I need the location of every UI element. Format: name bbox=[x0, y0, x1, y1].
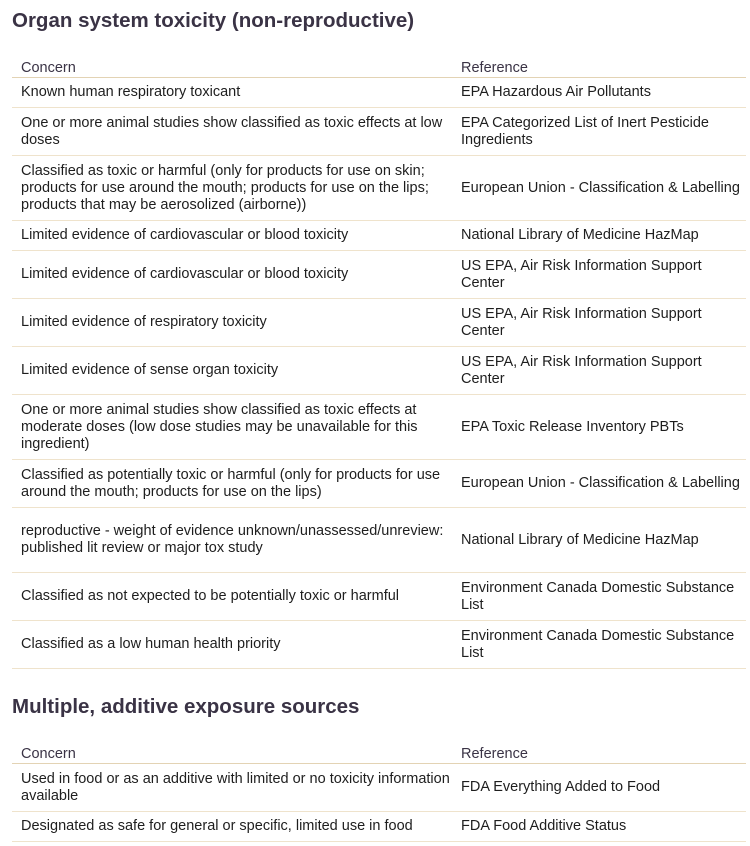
column-header-reference: Reference bbox=[452, 59, 746, 78]
reference-cell: EPA Hazardous Air Pollutants bbox=[452, 78, 746, 108]
table-row bbox=[12, 108, 746, 156]
table-row bbox=[12, 395, 746, 460]
concern-cell: reproductive - weight of evidence unknown/unassessed/unreview: published lit review or major tox study bbox=[12, 508, 452, 573]
reference-cell: US EPA, Air Risk Information Support Center bbox=[452, 347, 746, 395]
reference-cell: European Union - Classification & Labelling bbox=[452, 460, 746, 508]
reference-cell: EPA Toxic Release Inventory PBTs bbox=[452, 395, 746, 460]
concern-cell: Limited evidence of sense organ toxicity bbox=[12, 347, 452, 395]
concern-cell: Known human respiratory toxicant bbox=[12, 78, 452, 108]
reference-cell: Environment Canada Domestic Substance List bbox=[452, 573, 746, 621]
table-row bbox=[12, 508, 746, 573]
table-row bbox=[12, 299, 746, 347]
concern-cell: Limited evidence of respiratory toxicity bbox=[12, 299, 452, 347]
table-row bbox=[12, 460, 746, 508]
concern-table bbox=[12, 745, 746, 842]
table-header-row bbox=[12, 59, 746, 78]
reference-cell: FDA Food Additive Status bbox=[452, 812, 746, 842]
table-row bbox=[12, 347, 746, 395]
column-header-concern: Concern bbox=[12, 59, 452, 78]
table-row bbox=[12, 573, 746, 621]
table-row bbox=[12, 251, 746, 299]
table-row bbox=[12, 764, 746, 812]
concern-cell: Used in food or as an additive with limited or no toxicity information available bbox=[12, 764, 452, 812]
reference-cell: US EPA, Air Risk Information Support Center bbox=[452, 251, 746, 299]
column-header-reference: Reference bbox=[452, 745, 746, 764]
concern-cell: One or more animal studies show classified as toxic effects at low doses bbox=[12, 108, 452, 156]
concern-cell: Classified as toxic or harmful (only for products for use on skin; products for use around the mouth; products for use on the lips; products that may be aerosolized (airborne)) bbox=[12, 156, 452, 221]
reference-cell: US EPA, Air Risk Information Support Center bbox=[452, 299, 746, 347]
reference-cell: National Library of Medicine HazMap bbox=[452, 508, 746, 573]
reference-cell: Environment Canada Domestic Substance List bbox=[452, 621, 746, 669]
table-row bbox=[12, 621, 746, 669]
concern-table bbox=[12, 59, 746, 669]
concern-cell: Classified as potentially toxic or harmful (only for products for use around the mouth; products for use on the lips) bbox=[12, 460, 452, 508]
section-title: Organ system toxicity (non-reproductive) bbox=[12, 9, 415, 32]
section-title: Multiple, additive exposure sources bbox=[12, 695, 360, 718]
reference-cell: FDA Everything Added to Food bbox=[452, 764, 746, 812]
concern-cell: Classified as not expected to be potentially toxic or harmful bbox=[12, 573, 452, 621]
reference-cell: National Library of Medicine HazMap bbox=[452, 221, 746, 251]
concern-cell: Limited evidence of cardiovascular or blood toxicity bbox=[12, 251, 452, 299]
table-row bbox=[12, 78, 746, 108]
reference-cell: EPA Categorized List of Inert Pesticide Ingredients bbox=[452, 108, 746, 156]
table-row bbox=[12, 221, 746, 251]
table-row bbox=[12, 156, 746, 221]
table-header-row bbox=[12, 745, 746, 764]
column-header-concern: Concern bbox=[12, 745, 452, 764]
concern-cell: Designated as safe for general or specific, limited use in food bbox=[12, 812, 452, 842]
concern-cell: Classified as a low human health priority bbox=[12, 621, 452, 669]
concern-cell: Limited evidence of cardiovascular or blood toxicity bbox=[12, 221, 452, 251]
reference-cell: European Union - Classification & Labelling bbox=[452, 156, 746, 221]
concern-cell: One or more animal studies show classified as toxic effects at moderate doses (low dose studies may be unavailable for this ingredient) bbox=[12, 395, 452, 460]
table-row bbox=[12, 812, 746, 842]
